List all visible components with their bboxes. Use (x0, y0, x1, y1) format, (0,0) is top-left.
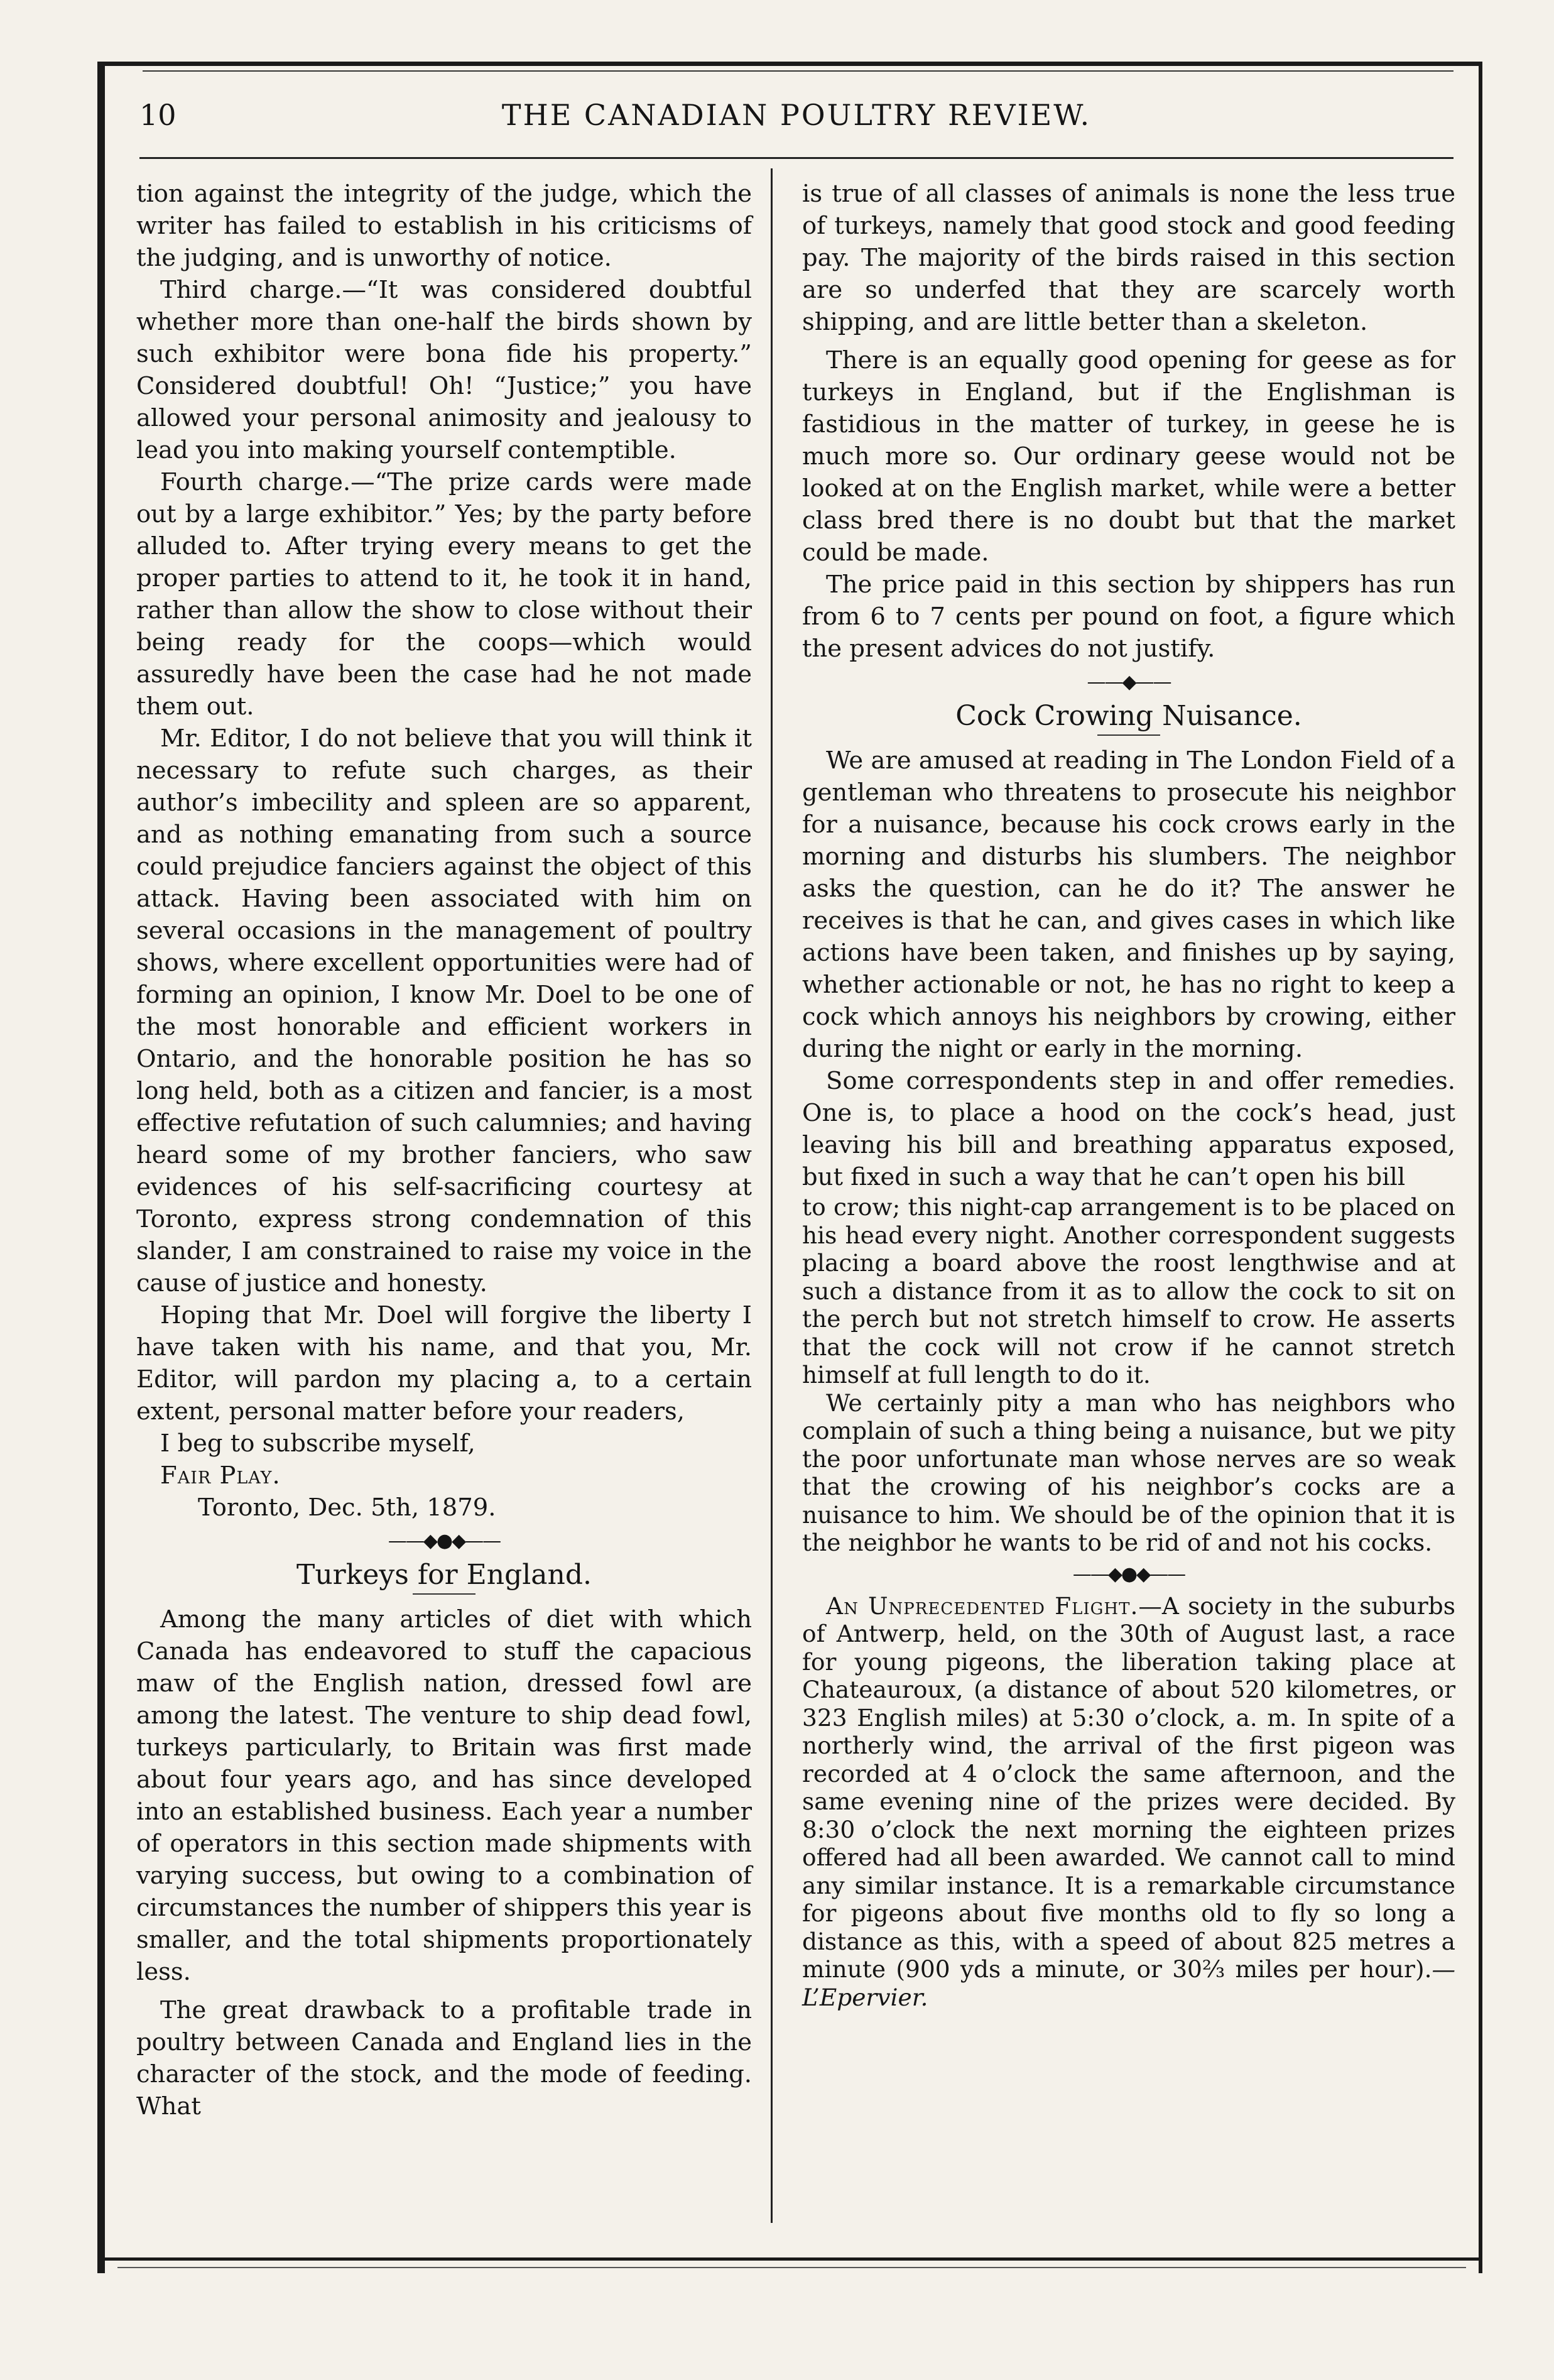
newspaper-page (97, 62, 1482, 2273)
page-number: 10 (139, 98, 177, 132)
top-thin-rule (143, 70, 1453, 72)
bottom-thin-rule (117, 2267, 1466, 2268)
letter-paragraph: tion against the integrity of the judge, which the writer has failed to establish in his criticisms of the judging, and is unworthy of notice. (136, 180, 752, 272)
article-lead-title: An Unprecedented Flight. (826, 1591, 1139, 1620)
top-border-rule (105, 62, 1479, 66)
letter-paragraph: Mr. Editor, I do not believe that you will think it necessary to refute such charges, as their author’s imbecility and spleen are so apparent, and as nothing emanating from such a source could prejudice fanciers against the object of this attack. Having been associated with him on several occasions in the management of poultry shows, where excellent opportunities were had of forming an opinion, I know Mr. Doel to be one of the most honorable and efficient workers in Ontario, and the honorable position he has so long held, both as a citizen and fancier, is a most effective refutation of such calumnies; and having heard some of my brother fanciers, who saw evidences of his self-sacrificing courtesy at Toronto, express strong condemnation of this slander, I am constrained to raise my voice in the cause of justice and honesty. (136, 724, 752, 1297)
article-heading-cock-crowing: Cock Crowing Nuisance. (955, 700, 1302, 732)
left-column (136, 178, 752, 2122)
article-paragraph: to crow; this night-cap arrangement is to be placed on his head every night. Another correspondent suggests placing a board above the roost lengthwise and at such a distance from it as to allow the cock to sit on the perch but not stretch himself to crow. He asserts that the cock will not crow if he cannot stretch himself at full length to do it. (802, 1193, 1455, 1389)
heading-underline (413, 1593, 475, 1595)
heading-underline (1097, 734, 1160, 736)
right-column (802, 178, 1455, 2011)
letter-closing: I beg to subscribe myself, (160, 1429, 475, 1458)
section-ornament: ——◆●◆—— (1072, 1563, 1185, 1585)
article-paragraph: Some correspondents step in and offer remedies. One is, to place a hood on the cock’s head, just leaving his bill and breathing apparatus exposed, but fixed in such a way that he can’t open his bill (802, 1067, 1455, 1191)
article-paragraph: There is an equally good opening for geese as for turkeys in England, but if the Englishman is fastidious in the matter of turkey, in geese he is much more so. Our ordinary geese would not be looked at on the English market, while were a better class bred there is no doubt but that the market could be made. (802, 346, 1455, 567)
section-ornament: ——◆—— (1087, 671, 1171, 693)
header-rule (139, 157, 1453, 159)
article-paragraph (802, 1592, 1455, 2012)
section-ornament: ——◆●◆—— (388, 1530, 501, 1552)
letter-paragraph: Third charge.—“It was considered doubtful whether more than one-half the birds shown by such exhibitor were bona fide his property.” Considered doubtful! Oh! “Justice;” you have allowed your personal animosity and jealousy to lead you into making yourself contemptible. (136, 276, 752, 464)
column-divider (771, 168, 773, 2223)
dense-text-block (802, 1193, 1455, 2011)
letter-paragraph: Hoping that Mr. Doel will forgive the liberty I have taken with his name, and that you, Mr. Editor, will pardon my placing a, to a certain extent, personal matter before your readers, (136, 1301, 752, 1426)
letter-signature: Fair Play. (160, 1461, 281, 1490)
letter-paragraph: Fourth charge.—“The prize cards were made out by a large exhibitor.” Yes; by the party before alluded to. After trying every means to get the proper parties to attend to it, he took it in hand, rather than allow the show to close without their being ready for the coops—which would assuredly have been the case had he not made them out. (136, 468, 752, 721)
publication-title: THE CANADIAN POULTRY REVIEW. (501, 98, 1092, 132)
article-paragraph: We are amused at reading in The London Field of a gentleman who threatens to prosecute his neighbor for a nuisance, because his cock crows early in the morning and disturbs his slumbers. The neighbor asks the question, can he do it? The answer he receives is that he can, and gives cases in which like actions have been taken, and finishes up by saying, whether actionable or not, he has no right to keep a cock which annoys his neighbors by crowing, either during the night or early in the morning. (802, 746, 1455, 1063)
article-paragraph: is true of all classes of animals is none the less true of turkeys, namely that good stock and good feeding pay. The majority of the birds raised in this section are so underfed that they are scarcely worth shipping, and are little better than a skeleton. (802, 180, 1455, 336)
article-paragraph: The great drawback to a profitable trade in poultry between Canada and England lies in the character of the stock, and the mode of feeding. What (136, 1996, 752, 2121)
article-body: —A society in the suburbs of Antwerp, held, on the 30th of August last, a race for young pigeons, the liberation taking place at Chateauroux, (a distance of about 520 kilometres, or 323 English miles) at 5:30 o’clock, a. m. In spite of a northerly wind, the arrival of the first pigeon was recorded at 4 o’clock the same afternoon, and the same evening nine of the prizes were decided. By 8:30 o’clock the next morning the eighteen prizes offered had all been awarded. We cannot call to mind any similar instance. It is a remarkable circumstance for pigeons about five months old to fly so long a distance as this, with a speed of about 825 metres a minute (900 yds a minute, or 30⅔ miles per hour). (802, 1591, 1455, 1983)
bottom-border-rule (105, 2257, 1479, 2261)
article-paragraph: The price paid in this section by shippers has run from 6 to 7 cents per pound on foot, a figure which the present advices do not justify. (802, 570, 1455, 663)
article-paragraph: We certainly pity a man who has neighbors who complain of such a thing being a nuisance, but we pity the poor unfortunate man whose nerves are so weak that the crowing of his neighbor’s cocks are a nuisance to him. We should be of the opinion that it is the neighbor he wants to be rid of and not his cocks. (802, 1389, 1455, 1556)
letter-dateline: Toronto, Dec. 5th, 1879. (198, 1493, 496, 1522)
article-source: —L’Epervier. (802, 1955, 1455, 2011)
article-heading-turkeys: Turkeys for England. (296, 1559, 592, 1591)
article-paragraph: Among the many articles of diet with which Canada has endeavored to stuff the capacious maw of the English nation, dressed fowl are among the latest. The venture to ship dead fowl, turkeys particularly, to Britain was first made about four years ago, and has since developed into an established business. Each year a number of operators in this section made shipments with varying success, but owing to a combination of circumstances the number of shippers this year is smaller, and the total shipments proportionately less. (136, 1605, 752, 1986)
page-header (139, 98, 1453, 142)
